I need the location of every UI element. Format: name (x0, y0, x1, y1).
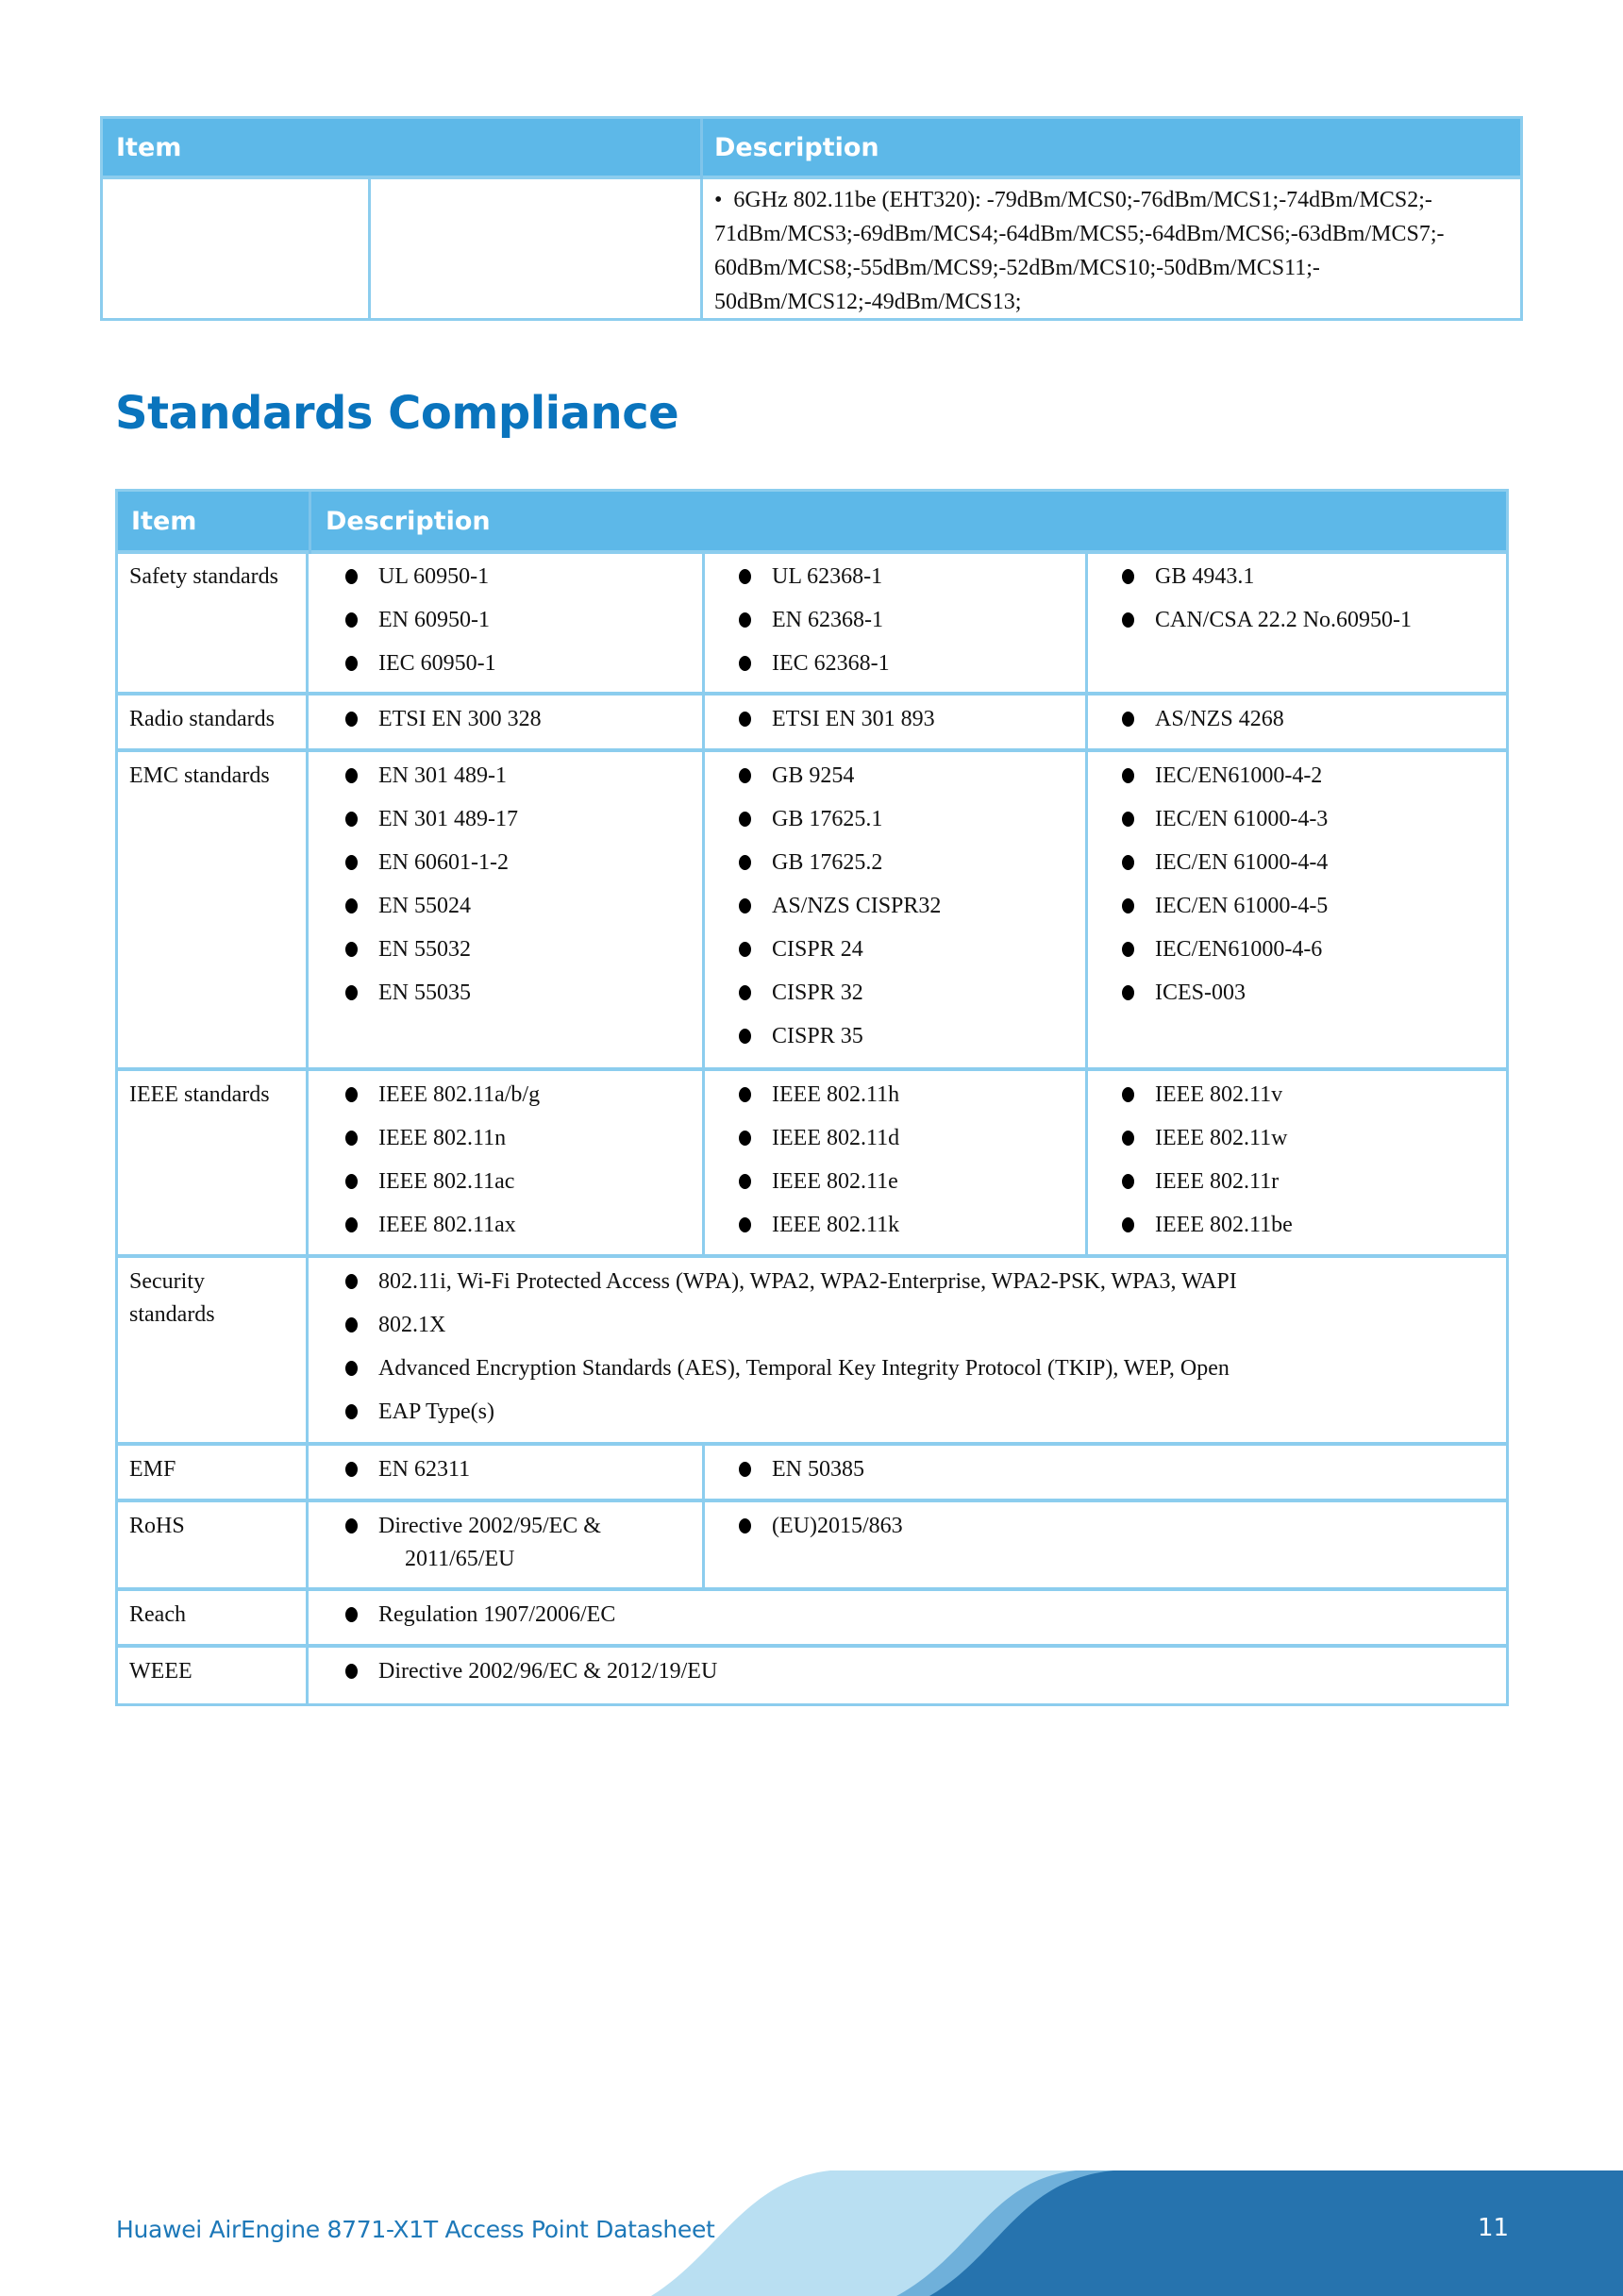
bullet-icon (345, 985, 358, 1000)
column-divider (702, 551, 705, 694)
list-item (739, 1169, 898, 1195)
list-item (1122, 763, 1322, 789)
list-item-text: EN 60601-1-2 (378, 850, 509, 875)
list-item-text: IEEE 802.11k (772, 1213, 900, 1237)
bullet-icon (739, 812, 751, 827)
bullet-icon (345, 855, 358, 870)
list-item-text: (EU)2015/863 (772, 1514, 903, 1538)
list-item-text: EN 55032 (378, 937, 471, 962)
bullet-icon (739, 1131, 751, 1146)
bullet-icon (739, 985, 751, 1000)
list-item (739, 894, 941, 919)
row-divider (115, 748, 1509, 752)
list-item (1122, 1082, 1282, 1108)
bullet-icon (345, 768, 358, 783)
list-item (345, 807, 518, 832)
list-item (1122, 1126, 1287, 1151)
bullet-icon (1122, 985, 1134, 1000)
list-item-text: EN 50385 (772, 1457, 864, 1482)
bullet-icon (739, 1087, 751, 1102)
list-item (1122, 937, 1322, 963)
list-item-text: IEC/EN61000-4-6 (1155, 937, 1323, 962)
table-header (118, 492, 1506, 554)
column-divider (1085, 750, 1088, 1069)
list-item-text: EN 55024 (378, 894, 471, 918)
list-item (739, 1213, 899, 1238)
list-item (345, 937, 471, 963)
column-divider (1085, 694, 1088, 750)
bullet-icon (739, 1029, 751, 1044)
bullet-icon (345, 712, 358, 727)
description-cell (714, 183, 1516, 319)
bullet-icon (739, 898, 751, 913)
list-item (345, 1169, 514, 1195)
list-item-continuation: 2011/65/EU (405, 1547, 515, 1571)
bullet-icon (1122, 1087, 1134, 1102)
bullet-icon (1122, 1131, 1134, 1146)
list-item-text: ETSI EN 301 893 (772, 707, 935, 731)
bullet-icon (345, 569, 358, 584)
list-item-text: GB 9254 (772, 763, 855, 788)
row-divider (115, 692, 1509, 696)
list-item (739, 564, 882, 590)
list-item (1122, 807, 1328, 832)
row-label: EMF (129, 1457, 176, 1482)
list-item-text: IEEE 802.11v (1155, 1082, 1283, 1107)
list-item (345, 1399, 494, 1425)
row-divider (115, 1587, 1509, 1591)
list-item-text: UL 62368-1 (772, 564, 883, 589)
row-divider (115, 1442, 1509, 1446)
description-line: 60dBm/MCS8;-55dBm/MCS9;-52dBm/MCS10;-50dBm/MCS11;- (714, 256, 1320, 280)
list-item-text: Directive 2002/95/EC & (378, 1514, 601, 1538)
list-item-text: EN 55035 (378, 980, 471, 1005)
header-item: Item (116, 132, 182, 162)
list-item-text: GB 17625.2 (772, 850, 883, 875)
list-item (345, 1082, 540, 1108)
bullet-icon (345, 612, 358, 628)
column-divider (700, 119, 703, 179)
list-item-text: UL 60950-1 (378, 564, 490, 589)
list-item (739, 980, 863, 1006)
column-divider (1085, 1069, 1088, 1256)
bullet-icon (1122, 768, 1134, 783)
bullet-icon (739, 1518, 751, 1533)
row-label: RoHS (129, 1514, 185, 1538)
list-item-text: IEEE 802.11r (1155, 1169, 1280, 1194)
list-item-text: CISPR 35 (772, 1024, 863, 1048)
list-item (345, 1457, 470, 1483)
bullet-icon (739, 855, 751, 870)
list-item-text: IEEE 802.11e (772, 1169, 898, 1194)
list-item-text: Regulation 1907/2006/EC (378, 1602, 616, 1627)
table-header (103, 119, 1520, 179)
list-item-text: EN 301 489-1 (378, 763, 507, 788)
header-description: Description (714, 132, 879, 162)
list-item (739, 1126, 899, 1151)
bullet-icon (345, 1361, 358, 1376)
list-item-text: EN 62311 (378, 1457, 471, 1482)
list-item-text: IEEE 802.11h (772, 1082, 900, 1107)
row-label: Safety standards (129, 564, 278, 589)
list-item-text: IEEE 802.11n (378, 1126, 507, 1150)
list-item-text: IEC/EN 61000-4-4 (1155, 850, 1329, 875)
list-item-text: CAN/CSA 22.2 No.60950-1 (1155, 608, 1413, 632)
list-item-text: 802.11i, Wi-Fi Protected Access (WPA), WPA2, WPA2-Enterprise, WPA2-PSK, WPA3, WAPI (378, 1269, 1237, 1294)
bullet-icon (739, 942, 751, 957)
column-divider (368, 179, 371, 318)
column-divider (700, 179, 703, 318)
bullet-icon (345, 1664, 358, 1679)
bullet-icon (739, 1174, 751, 1189)
section-title: Standards Compliance (115, 387, 679, 440)
list-item-text: ICES-003 (1155, 980, 1246, 1005)
row-label: EMC standards (129, 763, 270, 788)
list-item (739, 1514, 903, 1539)
list-item (345, 850, 509, 876)
list-item-text: IEC 60950-1 (378, 651, 496, 676)
list-item (739, 707, 935, 732)
list-item (1122, 608, 1412, 633)
row-label: Security (129, 1269, 205, 1294)
bullet-icon (345, 1087, 358, 1102)
list-item-text: IEEE 802.11d (772, 1126, 900, 1150)
list-item-text: IEEE 802.11a/b/g (378, 1082, 541, 1107)
bullet-icon (345, 942, 358, 957)
bullet-icon (345, 1317, 358, 1332)
bullet-icon (1122, 855, 1134, 870)
list-item (345, 1356, 1230, 1382)
bullet-icon (739, 569, 751, 584)
row-divider (115, 1067, 1509, 1071)
description-line: 71dBm/MCS3;-69dBm/MCS4;-64dBm/MCS5;-64dBm/MCS6;-63dBm/MCS7;- (714, 222, 1445, 246)
list-item-text: EN 60950-1 (378, 608, 490, 632)
bullet-icon (1122, 712, 1134, 727)
list-item-text: EAP Type(s) (378, 1399, 494, 1424)
list-item-text: EN 301 489-17 (378, 807, 518, 831)
bullet-icon (739, 712, 751, 727)
list-item (345, 564, 489, 590)
bullet-icon (1122, 898, 1134, 913)
list-item-text: IEEE 802.11w (1155, 1126, 1288, 1150)
column-divider (1085, 551, 1088, 694)
list-item (345, 894, 471, 919)
column-divider (306, 551, 309, 1704)
row-divider (115, 1499, 1509, 1502)
footer-document-title: Huawei AirEngine 8771-X1T Access Point Datasheet (116, 2216, 715, 2243)
list-item-text: IEC/EN61000-4-2 (1155, 763, 1323, 788)
list-item (1122, 850, 1328, 876)
list-item-text: IEC/EN 61000-4-3 (1155, 807, 1329, 831)
bullet-icon (345, 1518, 358, 1533)
bullet-icon (345, 1217, 358, 1232)
list-item-text: IEC/EN 61000-4-5 (1155, 894, 1329, 918)
column-divider (702, 1069, 705, 1256)
column-divider (309, 492, 311, 554)
list-item-text: EN 62368-1 (772, 608, 883, 632)
list-item (345, 707, 542, 732)
bullet-icon (345, 1607, 358, 1622)
list-item (739, 651, 890, 677)
list-item (345, 1213, 516, 1238)
row-label: IEEE standards (129, 1082, 270, 1107)
bullet-icon (739, 1462, 751, 1477)
list-item (1122, 1213, 1293, 1238)
list-item (1122, 564, 1254, 590)
list-item (345, 1269, 1237, 1295)
bullet-icon (1122, 1217, 1134, 1232)
list-item-text: IEEE 802.11ac (378, 1169, 515, 1194)
list-item-text: IEEE 802.11be (1155, 1213, 1293, 1237)
list-item (345, 1126, 506, 1151)
list-item-text: AS/NZS 4268 (1155, 707, 1284, 731)
list-item-text: 802.1X (378, 1313, 446, 1337)
row-divider (115, 1254, 1509, 1258)
bullet-icon (1122, 1174, 1134, 1189)
row-label: Reach (129, 1602, 186, 1627)
list-item (345, 608, 490, 633)
list-item (739, 937, 863, 963)
receiver-sensitivity-table (100, 116, 1523, 321)
page-number: 11 (1478, 2214, 1510, 2242)
bullet-icon (345, 1404, 358, 1419)
column-divider (702, 1500, 705, 1589)
list-item (345, 980, 471, 1006)
list-item (739, 1457, 864, 1483)
list-item (739, 1082, 899, 1108)
column-divider (702, 1444, 705, 1500)
list-item (739, 850, 882, 876)
bullet-icon (739, 1217, 751, 1232)
bullet-icon (1122, 569, 1134, 584)
bullet-icon (739, 656, 751, 671)
list-item-text: ETSI EN 300 328 (378, 707, 542, 731)
bullet-icon (345, 812, 358, 827)
row-label: WEEE (129, 1659, 192, 1684)
bullet-icon (739, 768, 751, 783)
list-item (1122, 707, 1284, 732)
list-item (1122, 980, 1246, 1006)
list-item (345, 1659, 717, 1684)
description-line: • 6GHz 802.11be (EHT320): -79dBm/MCS0;-76dBm/MCS1;-74dBm/MCS2;- (714, 188, 1432, 212)
list-item (345, 1602, 615, 1628)
list-item-text: GB 4943.1 (1155, 564, 1255, 589)
list-item (739, 1024, 863, 1049)
list-item-text: GB 17625.1 (772, 807, 883, 831)
row-divider (115, 1644, 1509, 1648)
list-item (739, 807, 882, 832)
bullet-icon (1122, 612, 1134, 628)
list-item-text: CISPR 32 (772, 980, 863, 1005)
list-item (1122, 1169, 1279, 1195)
bullet-icon (345, 656, 358, 671)
bullet-icon (345, 898, 358, 913)
row-label: Radio standards (129, 707, 275, 731)
list-item (345, 1514, 601, 1539)
list-item-text: IEC 62368-1 (772, 651, 890, 676)
list-item-text: IEEE 802.11ax (378, 1213, 516, 1237)
list-item (1122, 894, 1328, 919)
list-item (739, 763, 854, 789)
column-divider (702, 750, 705, 1069)
row-label: standards (129, 1302, 215, 1327)
bullet-icon (1122, 812, 1134, 827)
list-item (345, 651, 496, 677)
list-item-text: Advanced Encryption Standards (AES), Temporal Key Integrity Protocol (TKIP), WEP, Open (378, 1356, 1230, 1381)
bullet-icon (345, 1174, 358, 1189)
header-item: Item (131, 506, 197, 536)
header-description: Description (326, 506, 491, 536)
description-line: 50dBm/MCS12;-49dBm/MCS13; (714, 290, 1022, 314)
bullet-icon: • (714, 188, 723, 212)
list-item-text: CISPR 24 (772, 937, 863, 962)
list-item (739, 608, 883, 633)
list-item (345, 763, 507, 789)
list-item-text: AS/NZS CISPR32 (772, 894, 942, 918)
list-item-text: Directive 2002/96/EC & 2012/19/EU (378, 1659, 718, 1684)
column-divider (702, 694, 705, 750)
bullet-icon (345, 1274, 358, 1289)
list-item (345, 1313, 445, 1338)
bullet-icon (1122, 942, 1134, 957)
bullet-icon (739, 612, 751, 628)
bullet-icon (345, 1131, 358, 1146)
bullet-icon (345, 1462, 358, 1477)
